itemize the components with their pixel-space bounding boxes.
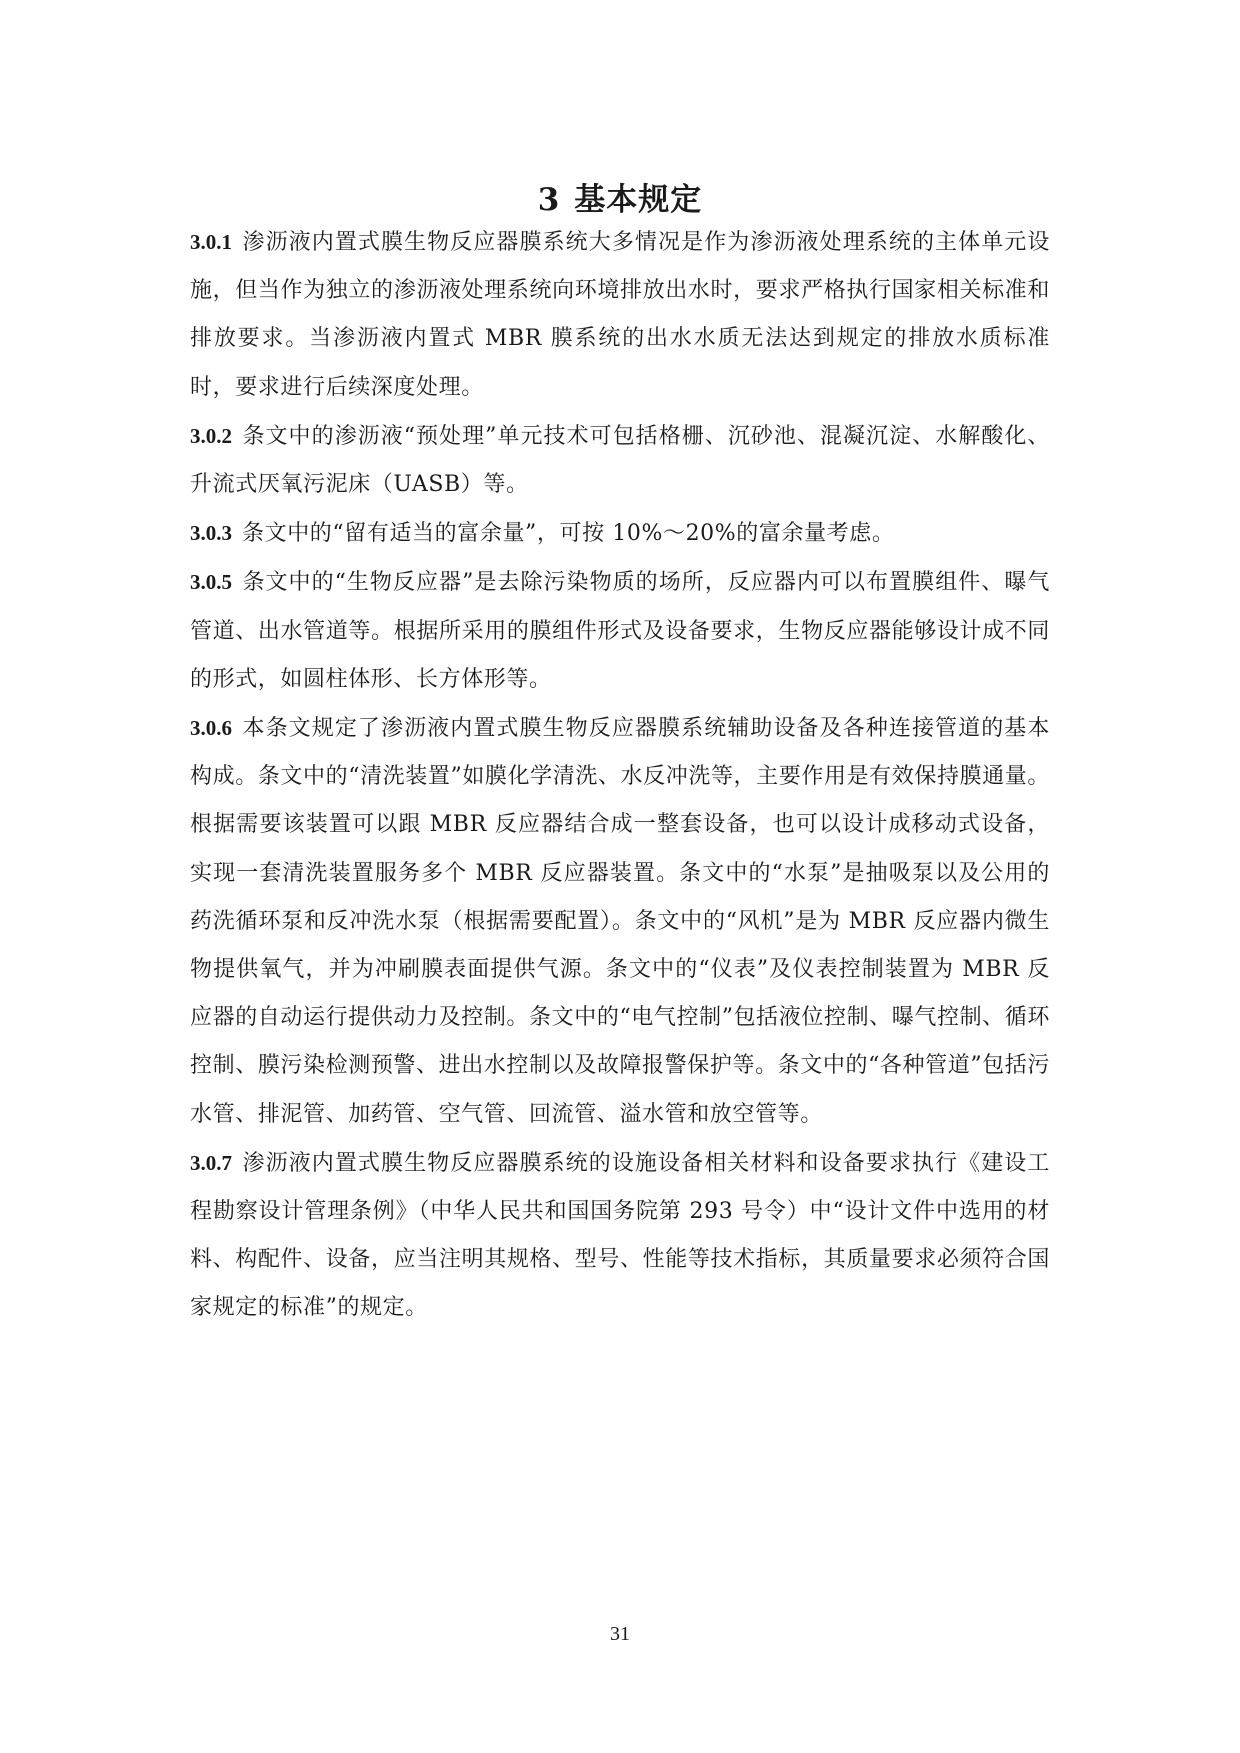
clause-3-0-7 [190,1139,1050,1333]
section-body [190,218,1050,1333]
clause-3-0-2 [190,412,1050,509]
clause-text: 渗沥液内置式膜生物反应器膜系统的设施设备相关材料和设备要求执行《建设工程勘察设计管理条例》（中华人民共和国国务院第 293 号令）中“设计文件中选用的材料、构配件、设备，应当注明其规格、型号、性能等技术指标，其质量要求必须符合国家规定的标准”的规定。 [190,1150,1050,1321]
clause-3-0-5 [190,558,1050,704]
clause-number: 3.0.3 [190,521,232,546]
clause-3-0-3 [190,509,1050,558]
clause-3-0-6 [190,704,1050,1139]
section-title: 基本规定 [574,181,703,218]
page-number: 31 [610,1623,630,1645]
clause-3-0-1 [190,218,1050,412]
clause-number: 3.0.7 [190,1150,232,1175]
clause-text: 本条文规定了渗沥液内置式膜生物反应器膜系统辅助设备及各种连接管道的基本构成。条文中的“清洗装置”如膜化学清洗、水反冲洗等，主要作用是有效保持膜通量。根据需要该装置可以跟 MBR 反应器结合成一整套设备，也可以设计成移动式设备，实现一套清洗装置服务多个 MBR 反应器装置。条文中的“水泵”是抽吸泵以及公用的药洗循环泵和反冲洗水泵（根据需要配置）。条文中的“风机”是为 MBR 反应器内微生物提供氧气，并为冲刷膜表面提供气源。条文中的“仪表”及仪表控制装置为 MBR 反应器的自动运行提供动力及控制。条文中的“电气控制”包括液位控制、曝气控制、循环控制、膜污染检测预警、进出水控制以及故障报警保护等。条文中的“各种管道”包括污水管、排泥管、加药管、空气管、回流管、溢水管和放空管等。 [190,716,1050,1127]
clause-text: 渗沥液内置式膜生物反应器膜系统大多情况是作为渗沥液处理系统的主体单元设施，但当作为独立的渗沥液处理系统向环境排放出水时，要求严格执行国家相关标准和排放要求。当渗沥液内置式 MBR 膜系统的出水水质无法达到规定的排放水质标准时，要求进行后续深度处理。 [190,230,1050,400]
section-heading [0,177,1240,223]
clause-text: 条文中的“留有适当的富余量”，可按 10%～20%的富余量考虑。 [242,521,895,547]
clause-number: 3.0.1 [190,230,232,254]
clause-number: 3.0.5 [190,570,232,595]
clause-number: 3.0.2 [190,423,232,448]
clause-text: 条文中的“生物反应器”是去除污染物质的场所，反应器内可以布置膜组件、曝气管道、出水管道等。根据所采用的膜组件形式及设备要求，生物反应器能够设计成不同的形式，如圆柱体形、长方体形等。 [190,570,1050,692]
section-number: 3 [537,181,561,218]
clause-text: 条文中的渗沥液“预处理”单元技术可包括格栅、沉砂池、混凝沉淀、水解酸化、升流式厌氧污泥床（UASB）等。 [190,423,1050,498]
clause-number: 3.0.6 [190,716,232,741]
